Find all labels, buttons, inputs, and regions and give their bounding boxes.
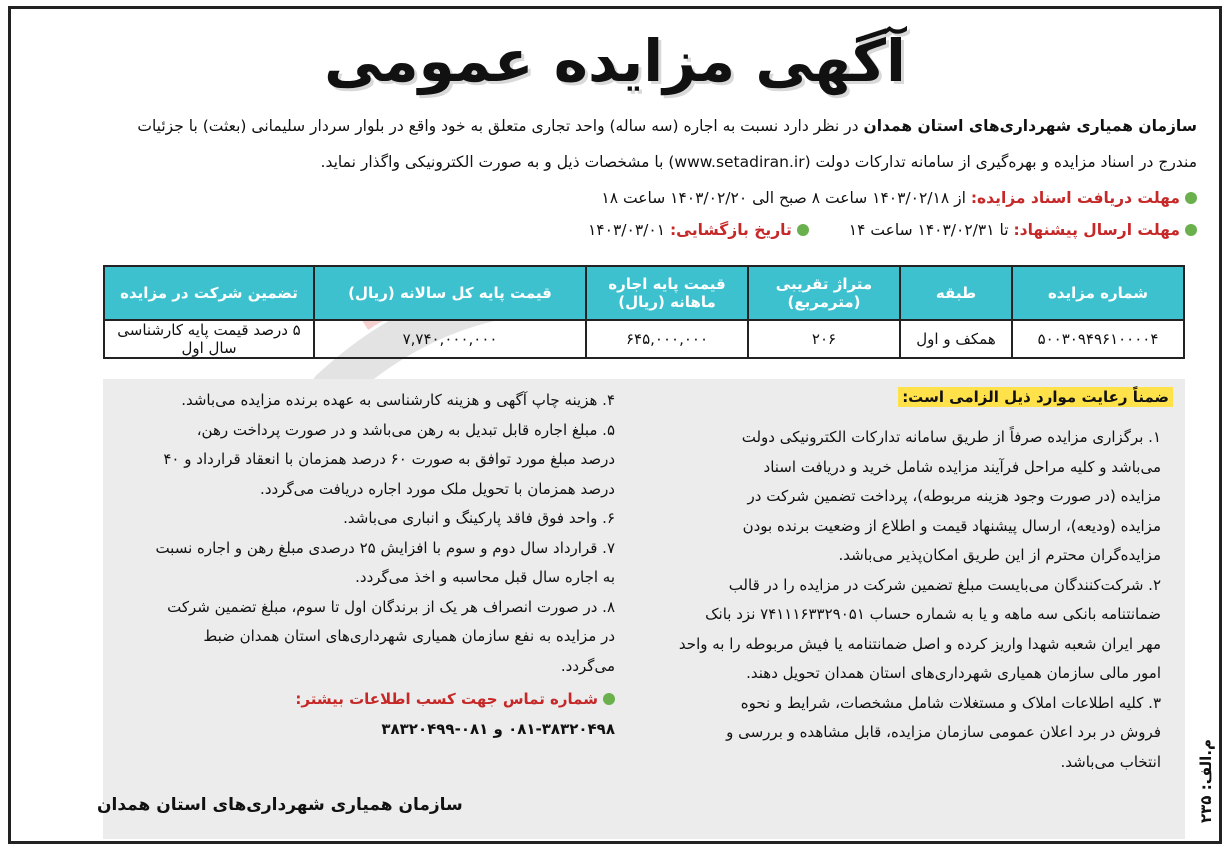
condition-line: ۳. کلیه اطلاعات املاک و مستغلات شامل مشخصات، شرایط و نحوه (740, 693, 1161, 712)
table-cell: ۵۰۰۳۰۹۴۹۶۱۰۰۰۰۴ (1012, 320, 1184, 358)
auction-table (103, 265, 1185, 359)
condition-line: ۵. مبلغ اجاره قابل تبدیل به رهن می‌باشد و در صورت پرداخت رهن، (196, 420, 615, 439)
table-header: شماره مزایده (1012, 266, 1184, 320)
contact-label-line (155, 685, 615, 715)
conditions-header-text: ضمناً رعایت موارد ذیل الزامی است: (898, 387, 1173, 407)
document-deadline-value: از ۱۴۰۳/۰۲/۱۸ ساعت ۸ صبح الی ۱۴۰۳/۰۲/۲۰ ساعت ۱۸ (601, 189, 971, 207)
table-header-row (104, 266, 1184, 320)
document-deadline (601, 183, 1197, 213)
table-row (104, 320, 1184, 358)
condition-line: ۲. شرکت‌کنندگان می‌بایست مبلغ تضمین شرکت در مزایده را در قالب (728, 575, 1161, 594)
table-cell: ۶۴۵,۰۰۰,۰۰۰ (586, 320, 748, 358)
ad-code: م.الف: ۲۳۵ (1197, 739, 1215, 824)
condition-line: ۷. قرارداد سال دوم و سوم با افزایش ۲۵ درصدی مبلغ رهن و اجاره نسبت (155, 538, 615, 557)
contact-numbers: ۰۸۱-۳۸۳۲۰۴۹۸ و ۰۸۱-۳۸۳۲۰۴۹۹ (381, 719, 615, 738)
condition-line: درصد مبلغ مورد توافق به صورت ۶۰ درصد همزمان با انعقاد قرارداد و ۴۰ (163, 450, 615, 468)
bullet-icon (797, 224, 809, 236)
condition-line: فروش در برد اعلان عمومی سازمان مزایده، قابل مشاهده و بررسی و (726, 723, 1161, 741)
condition-line: ۸. در صورت انصراف هر یک از برندگان اول تا سوم، مبلغ تضمین شرکت (167, 597, 615, 616)
conditions-right-column (679, 423, 1161, 777)
condition-line: در مزایده به نفع سازمان همیاری شهرداری‌های استان همدان ضبط (203, 627, 615, 645)
opening-date-label: تاریخ بازگشایی: (669, 221, 792, 239)
opening-date-value: ۱۴۰۳/۰۳/۰۱ (587, 221, 670, 239)
offer-deadline-label: مهلت ارسال پیشنهاد: (1013, 221, 1180, 239)
table-header: طبقه (900, 266, 1012, 320)
bullet-icon (1185, 192, 1197, 204)
table-cell: ۲۰۶ (748, 320, 900, 358)
intro-text-1: در نظر دارد نسبت به اجاره (سه ساله) واحد تجاری متعلق به خود واقع در بلوار سردار سلیمانی (بعثت) با جزئیات (137, 117, 864, 135)
condition-line: مزایده (در صورت وجود هزینه مربوطه)، پرداخت تضمین شرکت در (747, 487, 1161, 505)
condition-line: ۶. واحد فوق فاقد پارکینگ و انباری می‌باشد. (343, 509, 615, 527)
condition-line: مزایده (ودیعه)، ارسال پیشنهاد قیمت و اطلاع از وضعیت برنده بودن (742, 516, 1161, 535)
intro-line-2: مندرج در اسناد مزایده و بهره‌گیری از سامانه تدارکات دولت (www.setadiran.ir) با مشخصات ذیل و به صورت الکترونیکی واگذار نماید. (320, 153, 1197, 171)
table-cell: ۵ درصد قیمت پایه کارشناسی سال اول (104, 320, 314, 358)
table-header: تضمین شرکت در مزایده (104, 266, 314, 320)
condition-line: به اجاره سال قبل محاسبه و اخذ می‌گردد. (355, 568, 615, 586)
bullet-icon (1185, 224, 1197, 236)
condition-line: ۱. برگزاری مزایده صرفاً از طریق سامانه تدارکات الکترونیکی دولت (741, 428, 1161, 446)
advertisement-frame (8, 6, 1222, 844)
condition-line: ضمانتنامه بانکی سه ماهه و یا به شماره حساب ۷۴۱۱۱۶۳۳۲۹۰۵۱ نزد بانک (705, 605, 1161, 623)
conditions-header (898, 383, 1173, 413)
condition-line: می‌گردد. (560, 656, 615, 675)
page-title: آگهی مزایده عمومی (324, 27, 906, 95)
table-header: قیمت پایه اجاره ماهانه (ریال) (586, 266, 748, 320)
table-header: قیمت پایه کل سالانه (ریال) (314, 266, 586, 320)
offer-deadline-value: تا ۱۴۰۳/۰۲/۳۱ ساعت ۱۴ (848, 221, 1014, 239)
condition-line: امور مالی سازمان همیاری شهرداری‌های استان همدان تحویل دهند. (746, 664, 1161, 682)
document-deadline-label: مهلت دریافت اسناد مزایده: (970, 189, 1180, 207)
condition-line: درصد همزمان با تحویل ملک مورد اجاره دریافت می‌گردد. (260, 479, 615, 498)
contact-label: شماره تماس جهت کسب اطلاعات بیشتر: (295, 690, 598, 708)
conditions-left-column (155, 386, 615, 744)
table-cell: ۷,۷۴۰,۰۰۰,۰۰۰ (314, 320, 586, 358)
bullet-icon (603, 693, 615, 705)
table-cell: همکف و اول (900, 320, 1012, 358)
signature: سازمان همیاری شهرداری‌های استان همدان (97, 795, 463, 815)
offer-deadline (588, 215, 1197, 245)
intro-line-1 (137, 111, 1197, 141)
condition-line: مزایده‌گران محترم از این طریق امکان‌پذیر می‌باشد. (838, 546, 1161, 564)
condition-line: می‌باشد و کلیه مراحل فرآیند مزایده شامل خرید و دریافت اسناد (763, 457, 1161, 476)
condition-line: مهر ایران شعبه شهدا واریز کرده و اصل ضمانتنامه یا فیش مربوطه را به واحد (678, 634, 1161, 653)
condition-line: ۴. هزینه چاپ آگهی و هزینه کارشناسی به عهده برنده مزایده می‌باشد. (181, 391, 615, 409)
table-header: متراژ تقریبی (مترمربع) (748, 266, 900, 320)
condition-line: انتخاب می‌باشد. (1060, 752, 1161, 771)
organization-name: سازمان همیاری شهرداری‌های استان همدان (863, 117, 1197, 135)
